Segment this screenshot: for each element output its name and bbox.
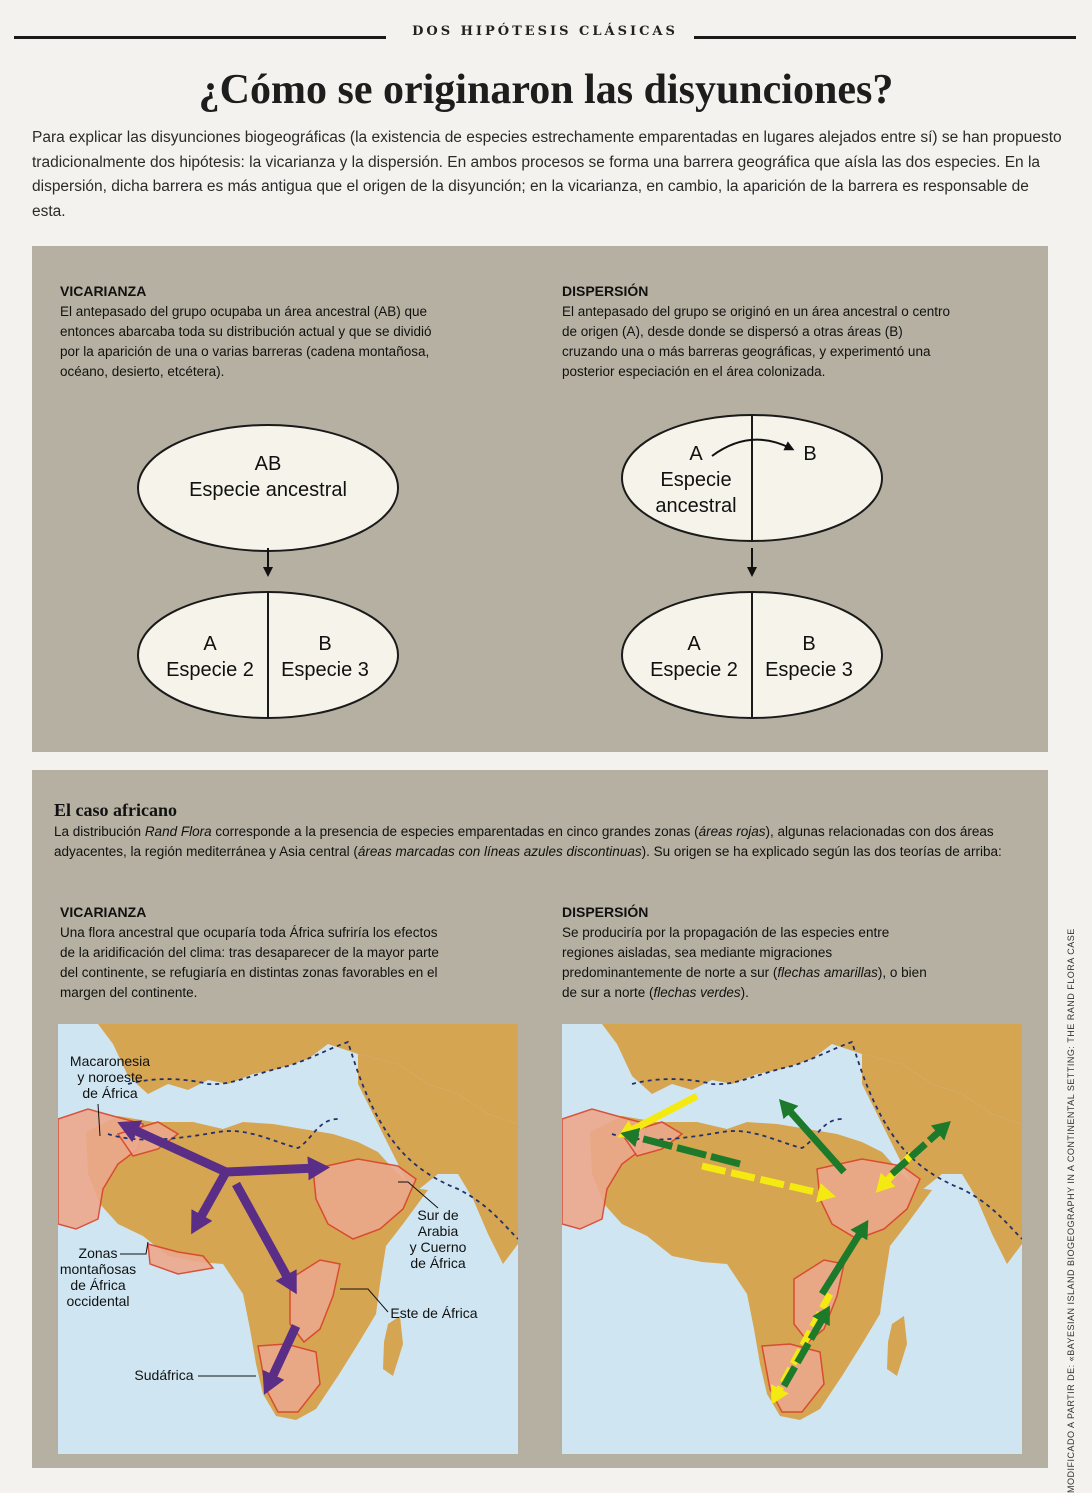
label-este: Este de África xyxy=(390,1305,478,1321)
africa-dispersion-text: Se produciría por la propagación de las especies entre regiones aisladas, sea mediante migraciones predominantemente de norte a sur (flechas amarillas), o bien de sur a norte (flechas verdes). xyxy=(562,925,927,1000)
vicarianza-result-a-letter: A xyxy=(203,633,217,655)
label-macaronesia-3: de África xyxy=(82,1085,138,1101)
label-sur-arabia-4: de África xyxy=(410,1255,466,1271)
dispersion-ancestral-a: A xyxy=(689,443,703,465)
vicarianza-result-b-letter: B xyxy=(318,633,332,655)
dispersion-ancestral-line3: ancestral xyxy=(655,495,737,517)
africa-dispersion-heading: DISPERSIÓN xyxy=(562,904,649,920)
section-label: DOS HIPÓTESIS CLÁSICAS xyxy=(412,24,678,39)
dispersion-text: El antepasado del grupo se originó en un área ancestral o centro de origen (A), desde donde se dispersó a otras áreas (B) cruzando una o más barreras geográficas, y experimentó una posterior especiación en el área colonizada. xyxy=(562,304,951,379)
vicarianza-heading: VICARIANZA xyxy=(60,283,147,299)
label-sur-arabia-3: y Cuerno xyxy=(409,1239,467,1255)
label-zonas-2: montañosas xyxy=(59,1261,137,1277)
page-title: ¿Cómo se originaron las disyunciones? xyxy=(198,67,894,113)
africa-heading: El caso africano xyxy=(54,800,177,820)
dispersion-result-a-name: Especie 2 xyxy=(650,659,738,681)
africa-intro: La distribución Rand Flora corresponde a la presencia de especies emparentadas en cinco grandes zonas (áreas rojas), algunas relacionadas con dos áreas adyacentes, la región mediterránea y Asia central (áreas marcadas con líneas azules discontinuas). Su origen se ha explicado según las dos teorías de arriba: xyxy=(54,824,1002,859)
label-sur-arabia-2: Arabia xyxy=(417,1223,459,1239)
vicarianza-ancestral-label: AB xyxy=(254,453,282,475)
dispersion-heading: DISPERSIÓN xyxy=(562,283,649,299)
vicarianza-text: El antepasado del grupo ocupaba un área ancestral (AB) que entonces abarcaba toda su distribución actual y que se dividió por la aparición de una o varias barreras (cadena montañosa, océano, desierto, etcétera). xyxy=(60,304,432,379)
dispersion-result-a-letter: A xyxy=(687,633,701,655)
label-zonas-4: occidental xyxy=(66,1293,130,1309)
label-sudafrica: Sudáfrica xyxy=(134,1367,194,1383)
vicarianza-ancestral-name: Especie ancestral xyxy=(189,479,347,501)
africa-vicarianza-text: Una flora ancestral que ocuparía toda África sufriría los efectos de la aridificación del clima: tras desaparecer de la mayor parte del continente, se refugiaría en distintas zonas favorables en el margen del continente. xyxy=(60,925,439,1000)
vicarianza-result-a-name: Especie 2 xyxy=(166,659,254,681)
label-sur-arabia-1: Sur de xyxy=(417,1207,459,1223)
label-macaronesia-2: y noroeste xyxy=(77,1069,143,1085)
dispersion-ancestral-b: B xyxy=(803,443,817,465)
label-macaronesia-1: Macaronesia xyxy=(69,1053,151,1069)
intro-paragraph: Para explicar las disyunciones biogeográficas (la existencia de especies estrechamente emparentadas en lugares alejados entre sí) se han propuesto tradicionalmente dos hipótesis: la vicarianza y la dispersión. En ambos procesos se forma una barrera geográfica que aísla las dos especies. En la dispersión, dicha barrera es más antigua que el origen de la disyunción; en la vicarianza, en cambio, la aparición de la barrera es responsable de esta. xyxy=(32,129,1062,220)
dispersion-map xyxy=(562,1024,1022,1454)
vicarianza-result-b-name: Especie 3 xyxy=(281,659,369,681)
dispersion-result-b-letter: B xyxy=(802,633,816,655)
purple-arrow-east xyxy=(226,1168,316,1172)
vicarianza-map xyxy=(58,1024,518,1454)
africa-vicarianza-heading: VICARIANZA xyxy=(60,904,147,920)
label-zonas-3: de África xyxy=(70,1277,126,1293)
dispersion-result-b-name: Especie 3 xyxy=(765,659,853,681)
dispersion-ancestral-line2: Especie xyxy=(660,469,732,491)
label-zonas-1: Zonas xyxy=(78,1245,118,1261)
source-credit: MODIFICADO A PARTIR DE: «BAYESIAN ISLAND BIOGEOGRAPHY IN A CONTINENTAL SETTING: THE RAND FLORA CASE xyxy=(1066,928,1076,1493)
